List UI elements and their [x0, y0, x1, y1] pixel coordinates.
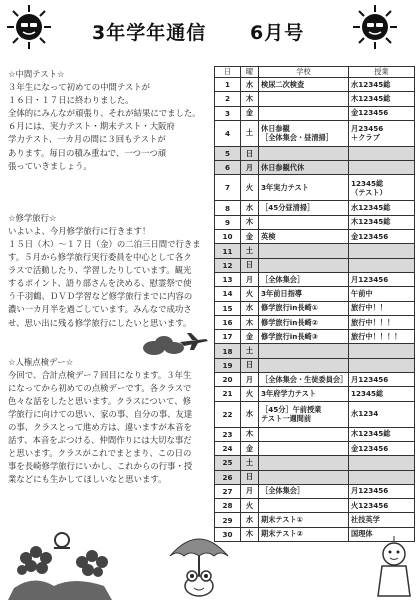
school-event-cell [259, 499, 349, 513]
day-cell: 24 [215, 441, 241, 455]
class-schedule-cell: 国理体 [349, 527, 415, 541]
school-event-cell [259, 120, 349, 146]
school-event-cell: 修学旅行in長崎① [259, 301, 349, 315]
day-cell: 19 [215, 358, 241, 372]
class-schedule-cell-line2: ＋クラブ [351, 133, 380, 143]
school-event-cell [259, 106, 349, 120]
weekday-cell: 金 [241, 441, 259, 455]
class-schedule-cell: 12345総 [349, 387, 415, 401]
schedule-row [215, 373, 415, 387]
weekday-cell: 土 [241, 120, 259, 146]
page-title [92, 18, 332, 45]
schedule-row [215, 456, 415, 470]
schedule-row [215, 301, 415, 315]
school-event-cell: ［45分昼清掃］ [259, 201, 349, 215]
day-cell: 22 [215, 401, 241, 427]
schedule-row [215, 146, 415, 160]
schedule-row [215, 358, 415, 372]
school-event-cell-line2: テスト一週間前 [261, 414, 312, 424]
day-cell: 12 [215, 258, 241, 272]
airplane-cloud-illustration [140, 330, 210, 358]
weekday-cell: 水 [241, 301, 259, 315]
school-event-cell-line1: 休日参観 [261, 124, 290, 134]
class-schedule-cell: 木12345総 [349, 427, 415, 441]
header-school: 学校 [259, 67, 349, 78]
section-body: 今回で、合計点検デー７回目になります。３年生 になってから初めての点検デーです。各クラスで 色々な話をしたと思います。クラスについて、修 学旅行に向けての思い、家の事、自分の事、友達 の事、クラスとって進め方は、違いますが本音を 話す、本音をぶつける、仲間作りには大切な事だ と思います。クラスがこれでまとまり、この日の 事を長崎修学旅行にいかし、これからの行事・授 業などにも生かしてほしいなと思います。 [8, 369, 193, 485]
school-event-cell: 検尿二次検査 [259, 78, 349, 92]
weekday-cell: 木 [241, 427, 259, 441]
day-cell: 23 [215, 427, 241, 441]
weekday-cell: 金 [241, 230, 259, 244]
class-schedule-cell-line1: 月23456 [351, 124, 384, 134]
schedule-row [215, 244, 415, 258]
article-column [8, 68, 208, 487]
school-event-cell: 修学旅行in長崎③ [259, 330, 349, 344]
school-event-cell [259, 358, 349, 372]
weekday-cell: 月 [241, 373, 259, 387]
day-cell: 1 [215, 78, 241, 92]
weekday-cell: 木 [241, 527, 259, 541]
school-event-cell: 期末テスト② [259, 527, 349, 541]
section-midterm [8, 68, 208, 173]
school-event-cell [259, 258, 349, 272]
class-schedule-cell [349, 358, 415, 372]
issue-label: 6月号 [250, 22, 305, 44]
weekday-cell: 火 [241, 387, 259, 401]
school-event-cell: 3年府学力テスト [259, 387, 349, 401]
schedule-row [215, 484, 415, 498]
weekday-cell: 日 [241, 146, 259, 160]
snowman-doll-illustration [372, 536, 416, 600]
day-cell: 10 [215, 230, 241, 244]
weekday-cell: 日 [241, 470, 259, 484]
class-schedule-cell: 水12345総 [349, 78, 415, 92]
class-schedule-cell: 旅行中！！！ [349, 315, 415, 329]
schedule-row [215, 230, 415, 244]
class-schedule-cell: 月123456 [349, 373, 415, 387]
weekday-cell: 土 [241, 456, 259, 470]
schedule-row [215, 258, 415, 272]
newsletter-title: 3年学年通信 [92, 22, 207, 44]
weekday-cell: 水 [241, 201, 259, 215]
weekday-cell: 火 [241, 499, 259, 513]
school-event-cell [259, 92, 349, 106]
weekday-cell: 土 [241, 244, 259, 258]
school-event-cell [259, 401, 349, 427]
class-schedule-cell-line1: 12345総 [351, 178, 384, 188]
schedule-row [215, 161, 415, 175]
school-event-cell: 期末テスト① [259, 513, 349, 527]
day-cell: 18 [215, 344, 241, 358]
table-header-row [215, 67, 415, 78]
day-cell: 7 [215, 175, 241, 201]
schedule-row [215, 513, 415, 527]
school-event-cell: 3年前日指導 [259, 287, 349, 301]
school-event-cell [259, 470, 349, 484]
schedule-row [215, 78, 415, 92]
schedule-row [215, 106, 415, 120]
june-schedule-table [214, 66, 415, 542]
class-schedule-cell: 水1234 [349, 401, 415, 427]
header-class: 授業 [349, 67, 415, 78]
schedule-body [215, 78, 415, 542]
class-schedule-cell: 木12345総 [349, 215, 415, 229]
section-heading: ☆中間テスト☆ [8, 69, 65, 79]
section-heading: ☆人権点検デー☆ [8, 356, 74, 367]
class-schedule-cell [349, 344, 415, 358]
schedule-row [215, 401, 415, 427]
weekday-cell: 火 [241, 175, 259, 201]
schedule-row [215, 175, 415, 201]
day-cell: 21 [215, 387, 241, 401]
class-schedule-cell: 金123456 [349, 106, 415, 120]
day-cell: 5 [215, 146, 241, 160]
day-cell: 11 [215, 244, 241, 258]
schedule-row [215, 427, 415, 441]
weekday-cell: 木 [241, 92, 259, 106]
weekday-cell: 月 [241, 484, 259, 498]
schedule-row [215, 499, 415, 513]
section-school-trip [8, 212, 208, 330]
schedule-row [215, 315, 415, 329]
class-schedule-cell [349, 120, 415, 146]
day-cell: 9 [215, 215, 241, 229]
schedule-row [215, 201, 415, 215]
class-schedule-cell [349, 146, 415, 160]
school-event-cell [259, 215, 349, 229]
umbrella-frog-illustration [168, 528, 230, 602]
class-schedule-cell [349, 470, 415, 484]
schedule-row [215, 387, 415, 401]
weekday-cell: 木 [241, 315, 259, 329]
day-cell: 20 [215, 373, 241, 387]
school-event-cell [259, 456, 349, 470]
school-event-cell: 修学旅行in長崎② [259, 315, 349, 329]
class-schedule-cell: 旅行中！！！！ [349, 330, 415, 344]
school-event-cell: 3年実力テスト [259, 175, 349, 201]
weekday-cell: 水 [241, 78, 259, 92]
day-cell: 16 [215, 315, 241, 329]
day-cell: 30 [215, 527, 241, 541]
school-event-cell: 休日参観代休 [259, 161, 349, 175]
weekday-cell: 金 [241, 106, 259, 120]
class-schedule-cell [349, 258, 415, 272]
day-cell: 6 [215, 161, 241, 175]
weekday-cell: 月 [241, 272, 259, 286]
class-schedule-cell: 木12345総 [349, 92, 415, 106]
class-schedule-cell: 火123456 [349, 499, 415, 513]
weekday-cell: 金 [241, 330, 259, 344]
class-schedule-cell: 金123456 [349, 441, 415, 455]
day-cell: 29 [215, 513, 241, 527]
school-event-cell: 英検 [259, 230, 349, 244]
day-cell: 4 [215, 120, 241, 146]
school-event-cell [259, 244, 349, 258]
day-cell: 14 [215, 287, 241, 301]
class-schedule-cell: 午前中 [349, 287, 415, 301]
school-event-cell: ［全体集会・生徒委員会］ [259, 373, 349, 387]
class-schedule-cell: 旅行中！！ [349, 301, 415, 315]
schedule-row [215, 470, 415, 484]
school-event-cell: ［全体集会］ [259, 272, 349, 286]
school-event-cell [259, 146, 349, 160]
class-schedule-cell: 社技英学 [349, 513, 415, 527]
class-schedule-cell [349, 175, 415, 201]
weekday-cell: 火 [241, 287, 259, 301]
school-event-cell-line2: ［全体集会・昼清掃］ [261, 133, 333, 143]
school-event-cell [259, 441, 349, 455]
day-cell: 2 [215, 92, 241, 106]
day-cell: 28 [215, 499, 241, 513]
class-schedule-cell: 金123456 [349, 230, 415, 244]
schedule-row [215, 344, 415, 358]
day-cell: 15 [215, 301, 241, 315]
school-event-cell [259, 344, 349, 358]
weekday-cell: 水 [241, 513, 259, 527]
sun-icon [352, 4, 398, 50]
class-schedule-cell: 月123456 [349, 484, 415, 498]
schedule-row [215, 92, 415, 106]
school-event-cell [259, 427, 349, 441]
weekday-cell: 土 [241, 344, 259, 358]
weekday-cell: 日 [241, 358, 259, 372]
day-cell: 17 [215, 330, 241, 344]
section-body: ３年生になって初めての中間テストが １６日・１７日に終わりました。 全体的にみんなが頑張り、それが結果にでました。 ６月には、実力テスト・期末テスト・大阪府 学力テスト、一カ月の間に３回もテストが あります。毎日の積み重ねで、一つ一つ頑 張っていきましょう。 [8, 82, 201, 171]
schedule-row [215, 330, 415, 344]
hydrangea-snail-illustration [4, 528, 122, 602]
school-event-cell-line1: ［45分］午前授業 [261, 405, 322, 415]
class-schedule-cell-line2: （テスト） [351, 187, 387, 197]
schedule-row [215, 120, 415, 146]
schedule-row [215, 441, 415, 455]
weekday-cell: 日 [241, 258, 259, 272]
school-event-cell: ［全体集会］ [259, 484, 349, 498]
class-schedule-cell [349, 161, 415, 175]
class-schedule-cell [349, 456, 415, 470]
day-cell: 25 [215, 456, 241, 470]
day-cell: 26 [215, 470, 241, 484]
day-cell: 3 [215, 106, 241, 120]
section-heading: ☆修学旅行☆ [8, 212, 57, 223]
schedule-row [215, 272, 415, 286]
day-cell: 8 [215, 201, 241, 215]
class-schedule-cell [349, 244, 415, 258]
class-schedule-cell: 水12345総 [349, 201, 415, 215]
weekday-cell: 月 [241, 161, 259, 175]
section-body: いよいよ、今月修学旅行に行きます！ １５日（木）～１７日（金）の二泊三日間で行きま す。５月から修学旅行実行委員を中心として各ク ラスで活動したり、学習したりしています。観光 するポイント、語り部さんを決める、慰霊祭で使 う千羽鶴、ＤＶＤ学習など修学旅行までに内容の 濃い一カ月半を過ごしています。みんなで成功さ せ、思い出に残る修学旅行にしたいと思います。 [8, 225, 201, 328]
section-human-rights [8, 356, 208, 487]
header-day: 日 [215, 67, 241, 78]
class-schedule-cell: 月123456 [349, 272, 415, 286]
schedule-row [215, 215, 415, 229]
day-cell: 27 [215, 484, 241, 498]
day-cell: 13 [215, 272, 241, 286]
sun-icon [6, 4, 52, 50]
weekday-cell: 木 [241, 215, 259, 229]
weekday-cell: 水 [241, 401, 259, 427]
schedule-row [215, 287, 415, 301]
header-weekday: 曜 [241, 67, 259, 78]
